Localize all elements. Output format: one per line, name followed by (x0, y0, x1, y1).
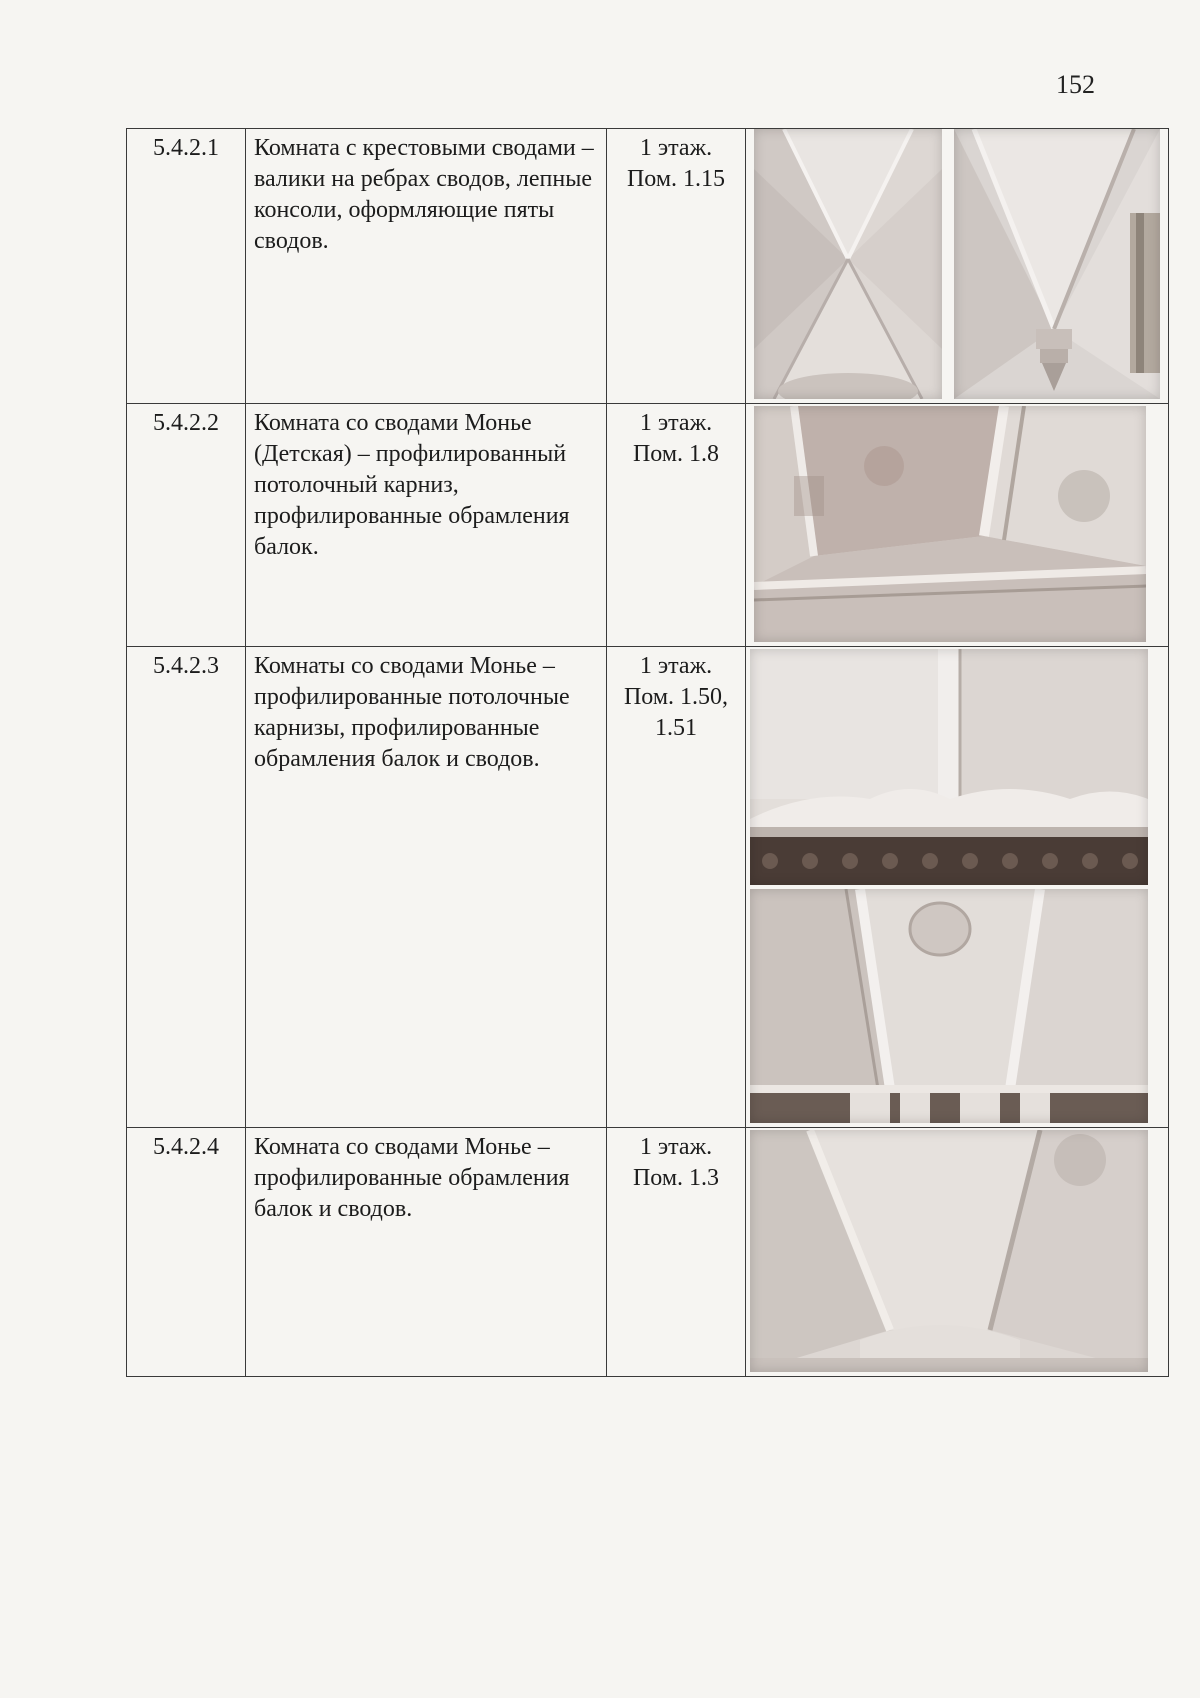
vault-console-photo-icon (954, 129, 1160, 399)
item-location (607, 404, 746, 647)
item-number: 5.4.2.3 (127, 647, 246, 1128)
item-number: 5.4.2.2 (127, 404, 246, 647)
table-row (127, 647, 1169, 1128)
floor-label: 1 этаж. (639, 1134, 713, 1160)
monier-vault-photo-icon (750, 649, 1148, 885)
item-number: 5.4.2.4 (127, 1128, 246, 1377)
table-row (127, 129, 1169, 404)
table-row (127, 1128, 1169, 1377)
photo-cell (746, 404, 1169, 647)
item-description: Комнаты со сводами Монье – профилированные потолочные карнизы, профилированные обрамления балок и сводов. (246, 647, 607, 1128)
item-description: Комната со сводами Монье – профилированные обрамления балок и сводов. (246, 1128, 607, 1377)
floor-label: 1 этаж. (639, 653, 713, 679)
photo-cell (746, 1128, 1169, 1377)
monier-vault-beams-photo-icon (750, 1130, 1148, 1372)
room-label: Пом. 1.15 (626, 166, 726, 192)
item-description: Комната со сводами Монье (Детская) – профилированный потолочный карниз, профилированные обрамления балок. (246, 404, 607, 647)
item-location (607, 1128, 746, 1377)
item-description: Комната с крестовыми сводами – валики на ребрах сводов, лепные консоли, оформляющие пяты сводов. (246, 129, 607, 404)
photo-cell (746, 647, 1169, 1128)
floor-label: 1 этаж. (639, 410, 713, 436)
item-location (607, 129, 746, 404)
item-number: 5.4.2.1 (127, 129, 246, 404)
room-label: Пом. 1.3 (632, 1165, 720, 1191)
page-number: 152 (1056, 70, 1095, 99)
photo-cell (746, 129, 1169, 404)
cross-vault-photo-icon (754, 129, 942, 399)
ceiling-cornice-photo-icon (754, 406, 1146, 642)
room-label: Пом. 1.50, 1.51 (623, 684, 729, 741)
table-row (127, 404, 1169, 647)
monier-vault-lamp-photo-icon (750, 889, 1148, 1123)
room-label: Пом. 1.8 (632, 441, 720, 467)
floor-label: 1 этаж. (639, 135, 713, 161)
heritage-elements-table (126, 128, 1169, 1377)
item-location (607, 647, 746, 1128)
